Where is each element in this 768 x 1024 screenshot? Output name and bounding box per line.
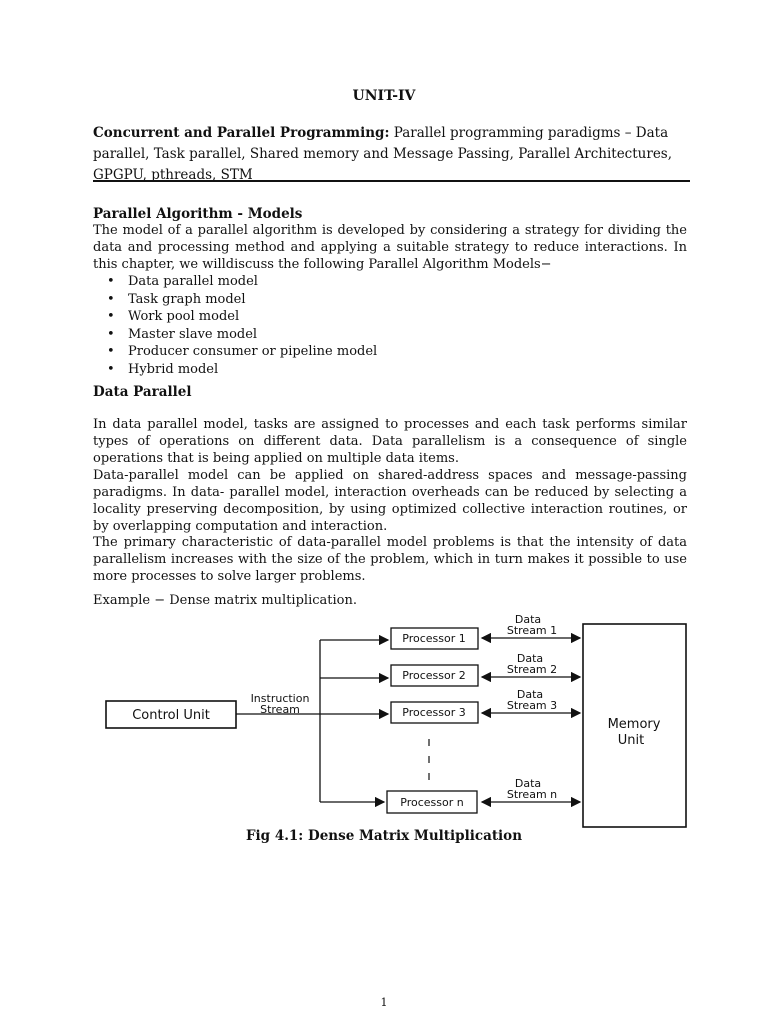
processor-label: Processor 1 [402, 632, 466, 645]
figure-caption: Fig 4.1: Dense Matrix Multiplication [245, 828, 523, 844]
page-number: 1 [380, 996, 388, 1009]
list-item: • Master slave model [103, 326, 377, 344]
data-parallel-para-3: The primary characteristic of data-parallel model problems is that the intensity of data parallelism increases with the size of the problem, which in turn makes it possible to use more processes to solve larger problems. [93, 535, 687, 584]
intro-text: Parallel programming paradigms – Data parallel, Task parallel, Shared memory and Message Passing, Parallel Architectures, GPGPU, pthreads, STM [93, 125, 673, 183]
data-stream-label: Stream n [506, 788, 558, 801]
processor-label: Processor n [400, 796, 464, 809]
data-stream-label: Data [516, 652, 544, 665]
dense-matrix-diagram [0, 600, 768, 840]
unit-intro [93, 123, 693, 186]
data-parallel-para-2: Data-parallel model can be applied on shared-address spaces and message-passing paradigms. In data- parallel model, interaction overheads can be reduced by selecting a locality preserving decomposition, by using optimized collective interaction routines, or by overlapping computation and interaction. [93, 468, 687, 534]
instruction-stream-label-2: Stream [260, 703, 300, 716]
data-stream-label: Data [516, 688, 544, 701]
memory-unit-label-1: Memory [607, 717, 661, 732]
data-stream-label: Stream 1 [506, 624, 558, 637]
control-unit-label: Control Unit [132, 708, 210, 723]
horizontal-rule [93, 180, 690, 182]
data-parallel-para-1: In data parallel model, tasks are assigned to processes and each task performs similar types of operations on different data. Data parallelism is a consequence of single operations that is being applied on multiple data items. [93, 417, 687, 466]
data-stream-label: Stream 3 [506, 699, 558, 712]
example-line: Example − Dense matrix multiplication. [93, 593, 357, 608]
section-heading-data-parallel: Data Parallel [93, 384, 192, 400]
unit-title: UNIT-IV [352, 88, 416, 104]
models-list [103, 273, 377, 379]
processor-label: Processor 3 [402, 706, 466, 719]
processor-label: Processor 2 [402, 669, 466, 682]
data-stream-label: Data [514, 613, 542, 626]
list-item: • Producer consumer or pipeline model [103, 343, 377, 361]
list-item: • Hybrid model [103, 361, 377, 379]
section-heading-models: Parallel Algorithm - Models [93, 206, 303, 222]
intro-lead: Concurrent and Parallel Programming: [93, 125, 390, 141]
data-stream-label: Data [514, 777, 542, 790]
data-stream-label: Stream 2 [506, 663, 558, 676]
instruction-stream-label-1: Instruction [250, 692, 310, 705]
memory-unit-label-2: Unit [617, 733, 645, 748]
list-item: • Work pool model [103, 308, 377, 326]
list-item: • Task graph model [103, 291, 377, 309]
models-paragraph: The model of a parallel algorithm is developed by considering a strategy for dividing the data and processing method and applying a suitable strategy to reduce interactions. In this chapter, we willdiscuss the following Parallel Algorithm Models− [93, 223, 687, 272]
list-item: • Data parallel model [103, 273, 377, 291]
